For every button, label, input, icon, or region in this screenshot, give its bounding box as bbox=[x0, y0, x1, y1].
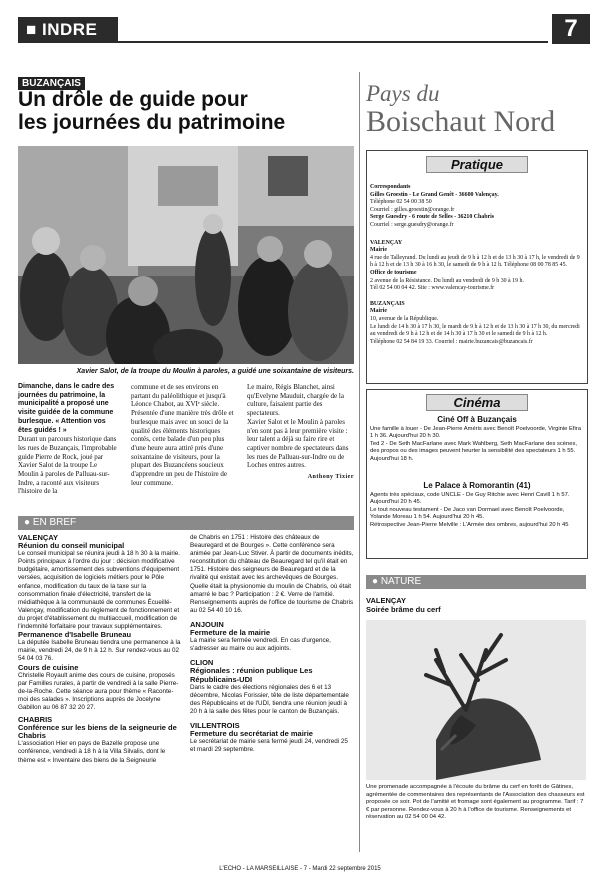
pratique-content: Correspondants Gilles Groestin - Le Grand Genêt - 36600 Valençay. Téléphone 02 54 00 38 50 Courriel : gilles.groestin@orange.fr Serge Guesdry - 6 route de Selles - 36210 Chabris Courriel : serge.guesdry@orange.fr VALENÇAY Mairie 4 rue de Talleyrand. Du lundi au jeudi de 9 h à 12 h et de 13 h 30 à 17 h, le vendredi de 9 h à 12 h et de 13 h 30 à 16 h 30, le samedi de 9 h à 12 h. Téléphone 08 00 78 85 45. Office de tourisme 2 avenue de la Résistance. Du lundi au vendredi de 9 h 30 à 19 h. Tél 02 54 00 04 42. Site : www.valencay-tourisme.fr BUZANÇAIS Mairie 10, avenue de la République. Le lundi de 14 h 30 à 17 h 30, le mardi de 9 h à 12 h et de 13 h 30 à 17 h 30, du mercredi au vendredi de 9 h à 12 h et de 14 h 30 à 17 h 30 et le samedi de 9 h à 12 h. Téléphone 02 54 84 19 33. Courriel : mairie.buzancais@buzancais.fr bbox=[370, 184, 580, 345]
sidebar-title-2: Boischaut Nord bbox=[366, 105, 556, 138]
deer-icon bbox=[366, 620, 586, 780]
section-tab: ■ INDRE bbox=[18, 17, 118, 43]
cinema-2-title: Le Palace à Romorantin (41) bbox=[423, 481, 531, 491]
brief-cuisine: Cours de cuisine Christelle Royault anime des cours de cuisine, proposés par Familles rurales, à partir de vendredi à la salle Pierre-de-la-Roche. Cette séance aura pour thème « Raconte-moi des salades ». Inscriptions auprès de Jocelyne Gabillon au 06 87 32 20 27. bbox=[18, 662, 179, 711]
pratique-heading: Pratique bbox=[426, 156, 528, 173]
article-column-3 bbox=[247, 383, 354, 482]
brief-chabris: CHABRIS Conférence sur les biens de la seigneurie de Chabris L'association Hier en pays de Bazelle propose une conférence, vendredi à 18 h à la Villa Silvalis, dont le thème est « Inventaire des biens de la Seigneurie bbox=[18, 715, 177, 764]
en-bref-right-column bbox=[190, 534, 354, 754]
sidebar-title-1: Pays du bbox=[366, 81, 440, 106]
cinema-1-title: Ciné Off à Buzançais bbox=[437, 415, 517, 424]
page-header bbox=[8, 8, 592, 42]
brief-anjouin: ANJOUIN Fermeture de la mairie La mairie sera fermée vendredi. En cas d'urgence, s'adresser au maire ou aux adjoints. bbox=[190, 619, 331, 653]
byline: Anthony Tixier bbox=[307, 474, 354, 481]
deer-photo bbox=[366, 620, 586, 780]
article-photo bbox=[18, 146, 354, 364]
nature-body: Une promenade accompagnée à l'écoute du brâme du cerf en forêt de Gâtines, agrémentée de commentaires des représentants de l'Association des chasseurs est proposée ce soir. Pot de l'amitié et fromage sont également au programme. Tarif : 7 € par personne. Rendez-vous à 20 h à l'office de tourisme. Renseignements et réservation au 02 54 00 04 42. bbox=[366, 784, 585, 821]
brief-permanence: Permanence d'Isabelle Bruneau La députée Isabelle Bruneau tiendra une permanence à la mairie, vendredi 24, de 9 h à 12 h. Sur rendez-vous au 02 54 04 03 76. bbox=[18, 630, 181, 663]
article-lead: Dimanche, dans le cadre des journées du patrimoine, la municipalité a proposé une visite guidée de la commune burlesque. « Attention vos êtes guidés ! » bbox=[18, 383, 115, 434]
brief-villentrois: VILLENTROIS Fermeture du secrétariat de mairie Le secrétariat de mairie sera fermé jeudi 24, vendredi 25 et mardi 29 septembre. bbox=[190, 720, 348, 754]
nature-heading: VALENÇAY Soirée brâme du cerf bbox=[366, 596, 441, 614]
photo-crowd-street bbox=[18, 146, 354, 364]
pratique-box bbox=[366, 150, 588, 384]
article-kicker: BUZANÇAIS bbox=[18, 73, 85, 91]
article-text-3a: Le maire, Régis Blanchet, ainsi qu'Evelyne Mauduit, chargée de la culture, faisaient partie des spectateurs. bbox=[247, 383, 344, 418]
article-text-1: Durant un parcours historique dans les rues de Buzançais, l'improbable guide Pierre de Rock, joué par Xavier Salot de la troupe Le Moulin à paroles de Palluau-sur-Indre, a raconté aux visiteurs l'histoire de la bbox=[18, 435, 117, 496]
en-bref-left-column bbox=[18, 534, 182, 765]
article-column-2: commune et de ses environs en partant du paléolithique et jusqu'à Léonce Chabot, au XVIᵉ siècle. Présentée d'une manière très drôle et burlesque mais avec un souci de la qualité des éléments historiques contés, cette balade d'un peu plus d'une heure aura attiré près d'une soixantaine de visiteurs, pour la plupart des Buzancéens soucieux d'apprendre un peu de l'histoire de leur commune. bbox=[131, 383, 234, 487]
brief-clion: CLION Régionales : réunion publique Les Républicains-UDI Dans le cadre des élections régionales des 6 et 13 décembre, Nicolas Forissier, tête de liste départementale des Républicains et de l'UDI, tiendra une réunion jeudi à 20 h à la salle des fêtes pour le canton de Buzançais. bbox=[190, 658, 349, 715]
nature-bar: ● NATURE bbox=[366, 575, 586, 589]
brief-valencay-conseil: VALENÇAY Réunion du conseil municipal Le conseil municipal se réunira jeudi à 18 h 30 à la mairie. Points principaux à l'ordre du jour : décision modificative budgétaire, amortissement des subventions d'équipement versées, acquisition de logiciels métiers pour le Pôle enfance, modification du taux de la taxe sur la consommation finale d'électricité, transfert de la médiathèque à la communauté de communes Écueillé-Valençay, modification du règlement de fonctionnement et du projet d'établissement du multiaccueil, modification de l'indemnité forfaitaire pour travaux supplémentaires. bbox=[18, 533, 181, 631]
column-divider bbox=[359, 72, 360, 852]
en-bref-bar: ● EN BREF bbox=[18, 516, 354, 530]
page-number: 7 bbox=[552, 14, 590, 44]
cinema-heading: Cinéma bbox=[426, 394, 528, 411]
article-column-1 bbox=[18, 383, 119, 496]
cinema-2-list: Agents très spéciaux, code UNCLE - De Guy Ritchie avec Henri Cavill 1 h 57. Aujourd'hui 20 h 45. Le tout nouveau testament - De Jaco van Dormael avec Benoît Poelvoorde, Yolande Moreau 1 h 54. Aujourd'hui 20 h 45. Rétrospective Jean-Pierre Melville : L'Armée des ombres, aujourd'hui 20 h 45 bbox=[370, 492, 570, 528]
page-footer: L'ECHO - LA MARSEILLAISE - 7 - Mardi 22 septembre 2015 bbox=[219, 866, 381, 872]
header-rule bbox=[18, 41, 548, 43]
brief-chabris-cont: de Chabris en 1751 : Histoire des châteaux de Beauregard et de Bourges ». Cette conférence sera animée par Jean-Luc Stiver. À partir de documents inédits, reconstitution du château de Beauregard tel qu'il était en 1751. Histoire des seigneurs de Beauregard et de la rivalité qui existait avec les archevêques de Bourges. Quelle était la physionomie du moulin de Chabris, où était amarré le bac ? Participation : 2 €. Verre de l'amitié. Renseignements auprès de l'office de tourisme de Chabris au 02 54 40 10 16. bbox=[190, 534, 354, 614]
headline: Un drôle de guide pour les journées du patrimoine bbox=[18, 88, 286, 134]
photo-caption: Xavier Salot, de la troupe du Moulin à paroles, a guidé une soixantaine de visiteurs. bbox=[76, 368, 354, 375]
cinema-box bbox=[366, 389, 588, 559]
cinema-1-list: Une famille à louer - De Jean-Pierre Améris avec Benoît Poelvoorde, Virginie Efira 1 h 36. Aujourd'hui 20 h 30. Ted 2 - De Seth MacFarlane avec Mark Wahlberg, Seth MacFarlane des scènes, des propos ou des images peuvent heurter la sensibilité des spectateurs 1 h 55. Aujourd'hui 18 h. bbox=[370, 426, 581, 462]
article-text-3b: Xavier Salot et le Moulin à paroles n'en sont pas à leur première visite : leur talent a déjà su faire rire et captiver nombre de spectateurs dans les rues de Palluau-sur-Indre ou de Loches entres autres. bbox=[247, 417, 349, 470]
